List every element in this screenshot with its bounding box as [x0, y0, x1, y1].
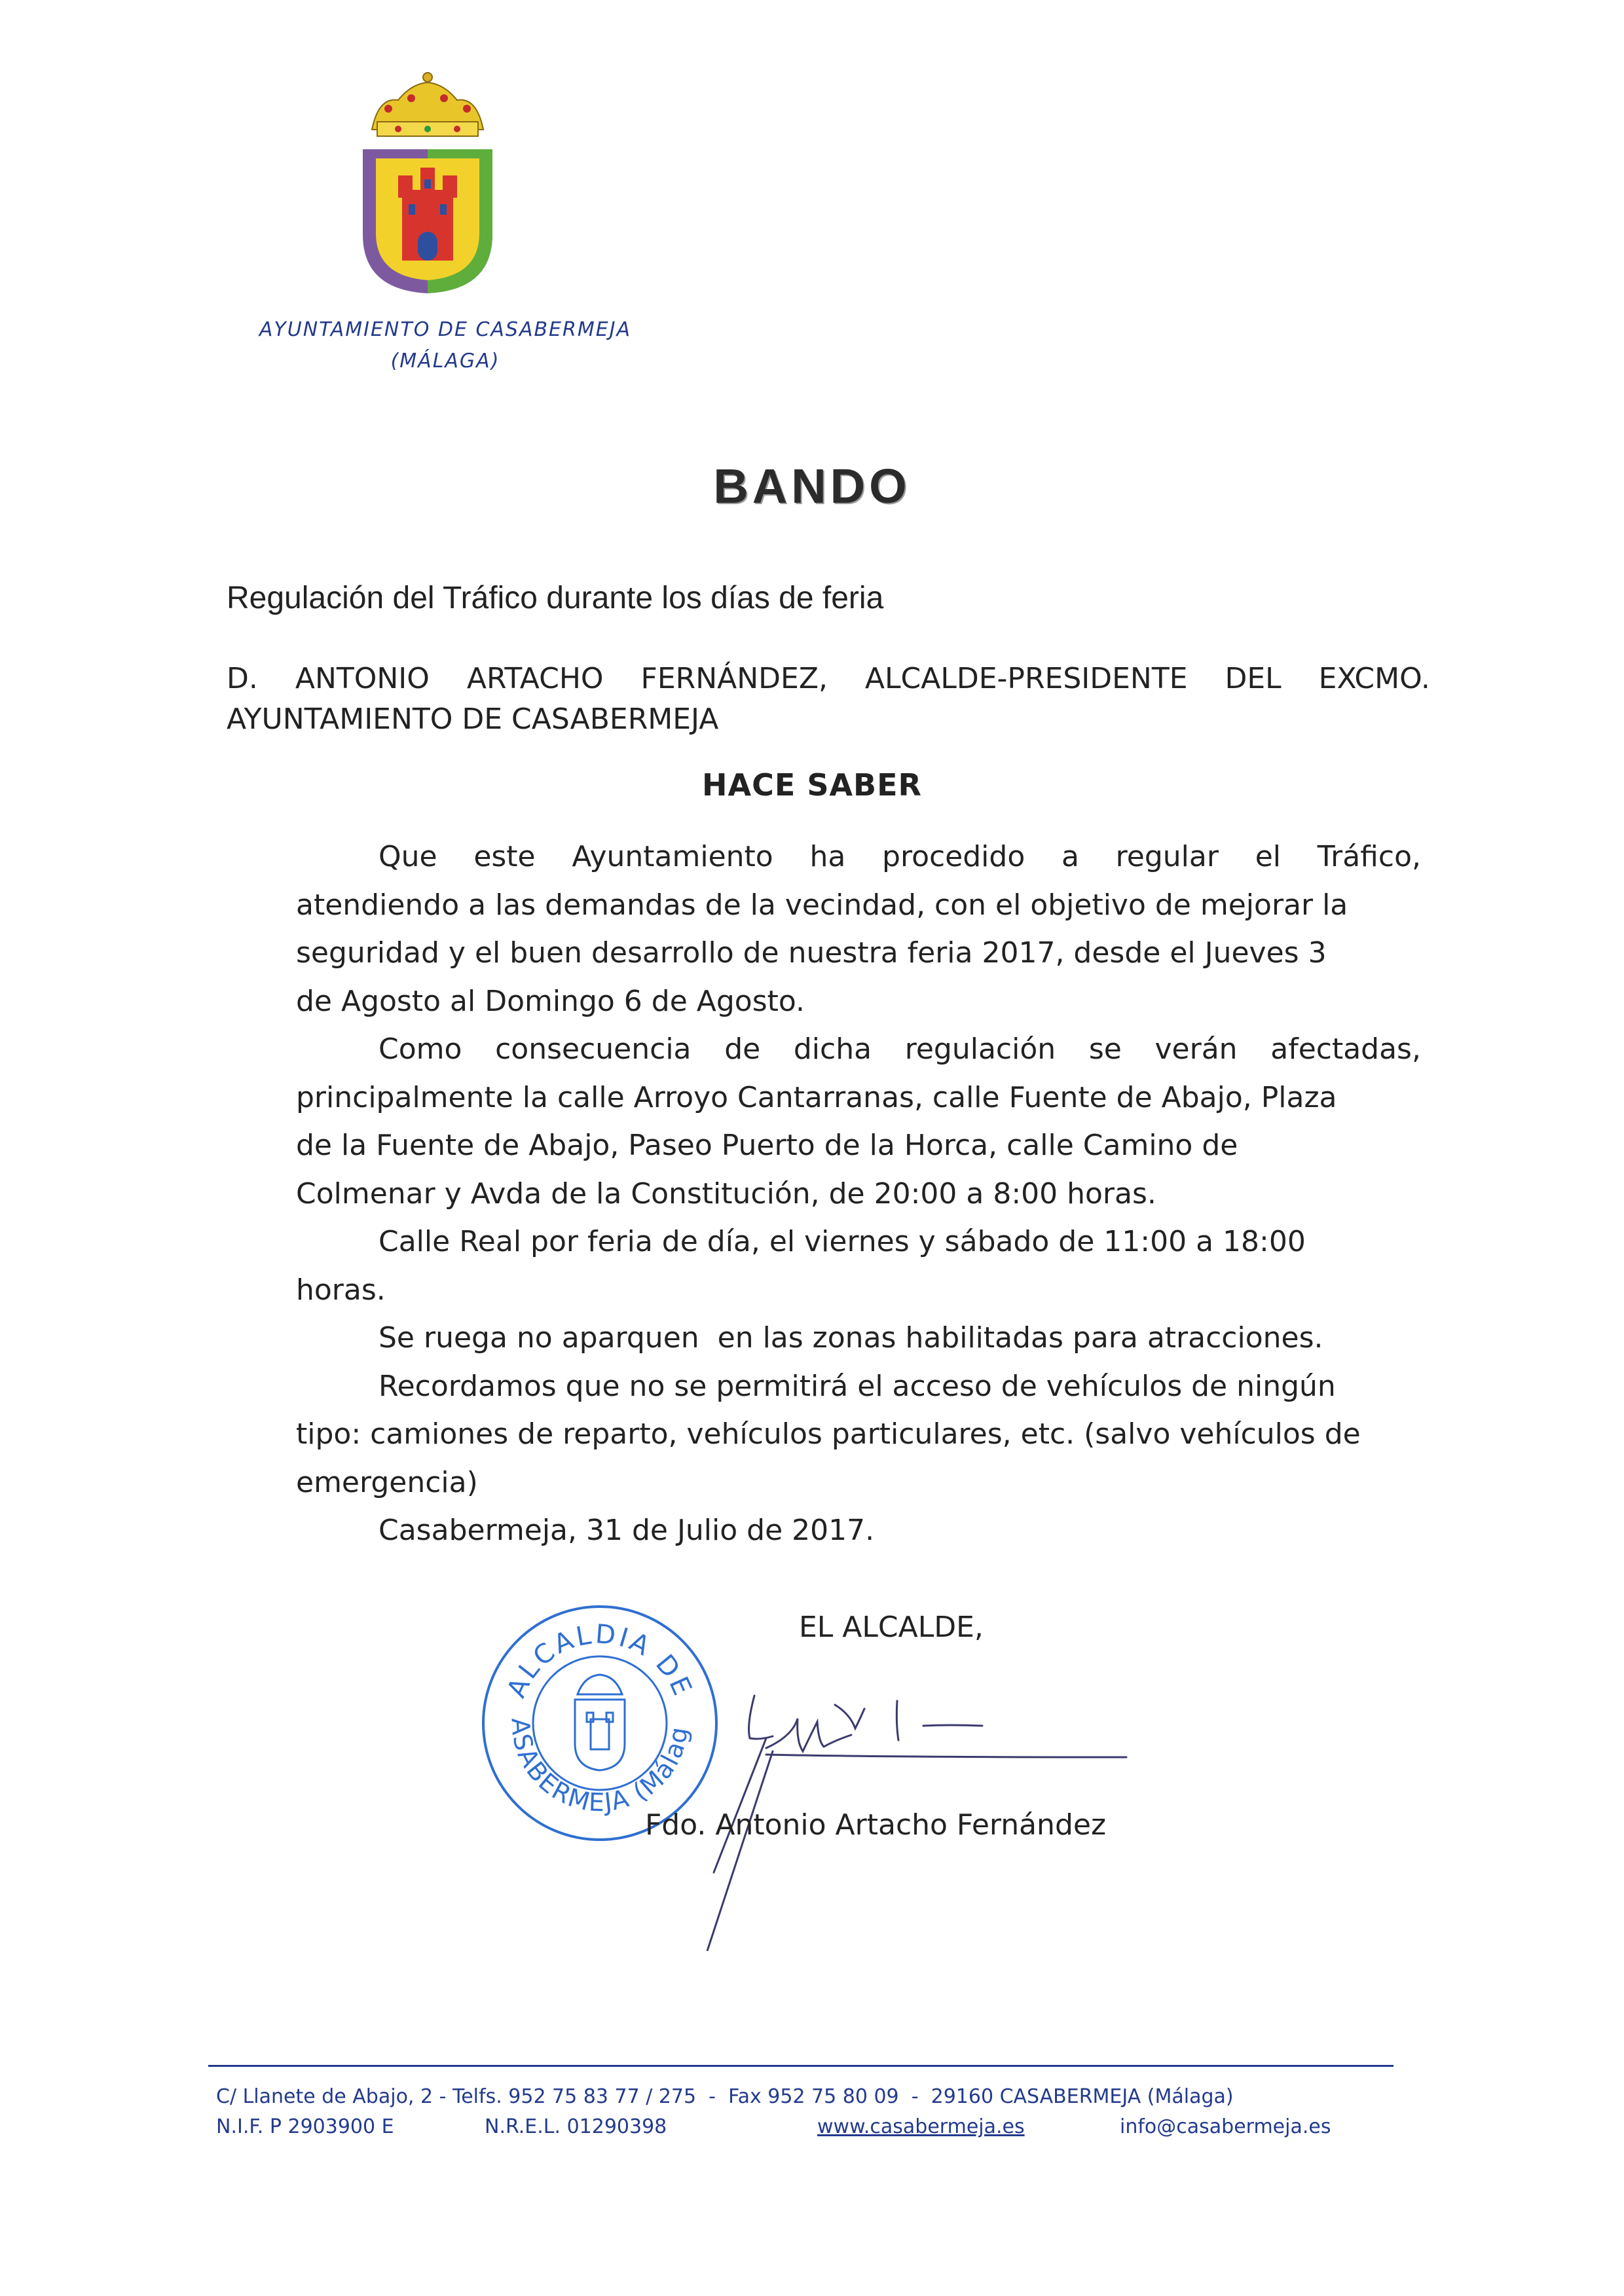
- line-text: seguridad y el buen desarrollo de nuestra feria 2017, desde el Jueves 3: [296, 936, 1327, 970]
- signed-by: Fdo. Antonio Artacho Fernández: [645, 1808, 1107, 1842]
- footer-divider: [208, 2065, 1393, 2067]
- word: Como: [378, 1032, 462, 1066]
- word: consecuencia: [495, 1032, 692, 1066]
- line-text: de la Fuente de Abajo, Paseo Puerto de la Horca, calle Camino de: [296, 1129, 1238, 1162]
- paragraph5-line3: [296, 1459, 1421, 1507]
- paragraph4: [296, 1314, 1421, 1362]
- date-line: [296, 1506, 1421, 1555]
- authority-word: ANTONIO: [295, 662, 430, 695]
- word: regular: [1115, 840, 1219, 873]
- paragraph5-line2: [296, 1410, 1421, 1459]
- section-heading: HACE SABER: [702, 767, 922, 803]
- word: de: [724, 1032, 761, 1066]
- word: Que: [378, 840, 437, 873]
- paragraph1-line3: [296, 929, 1421, 977]
- paragraph2-line3: [296, 1121, 1421, 1170]
- municipality-line1: AYUNTAMIENTO DE CASABERMEJA: [259, 318, 632, 341]
- stamp-text-bottom: ASABERMEJA (Málag: [506, 1717, 694, 1817]
- document-title: BANDO: [713, 459, 911, 513]
- footer-nrel: N.R.E.L. 01290398: [485, 2115, 667, 2138]
- authority-line2: AYUNTAMIENTO DE CASABERMEJA: [227, 702, 719, 736]
- authority-line1: [227, 659, 1430, 699]
- footer: [216, 2082, 1342, 2142]
- word: Tráfico,: [1317, 840, 1421, 873]
- authority-word: ARTACHO: [466, 662, 604, 695]
- authority-word: DEL: [1225, 662, 1282, 695]
- word: ha: [809, 840, 846, 873]
- line-text: Se ruega no aparquen en las zonas habilitadas para atracciones.: [378, 1321, 1323, 1355]
- line-text: horas.: [296, 1273, 386, 1307]
- stamp-text-top: ALCALDIA DE: [501, 1619, 699, 1702]
- word: verán: [1154, 1032, 1238, 1066]
- line-text: Colmenar y Avda de la Constitución, de 20:00 a 8:00 horas.: [296, 1176, 1156, 1211]
- authority-word: FERNÁNDEZ,: [640, 662, 828, 695]
- crown-icon: [372, 73, 483, 136]
- municipality-name: [236, 314, 655, 377]
- footer-email[interactable]: info@casabermeja.es: [1120, 2115, 1331, 2138]
- word: a: [1061, 840, 1079, 873]
- paragraph3-line1: [296, 1218, 1421, 1266]
- footer-nif: N.I.F. P 2903900 E: [216, 2115, 394, 2138]
- municipality-line2: (MÁLAGA): [390, 350, 500, 373]
- line-text: emergencia): [296, 1465, 478, 1499]
- authority-word: D.: [227, 662, 258, 695]
- word: dicha: [793, 1032, 872, 1066]
- footer-row2: [216, 2112, 1342, 2142]
- authority-block: [227, 659, 1430, 740]
- paragraph2-line1: [296, 1025, 1421, 1074]
- line-text: Recordamos que no se permitirá el acceso de vehículos de ningún: [378, 1369, 1336, 1403]
- line-text: de Agosto al Domingo 6 de Agosto.: [296, 984, 805, 1018]
- line-text: principalmente la calle Arroyo Cantarranas, calle Fuente de Abajo, Plaza: [296, 1080, 1337, 1114]
- line-text: Calle Real por feria de día, el viernes y sábado de 11:00 a 18:00: [378, 1225, 1306, 1258]
- footer-website-link[interactable]: www.casabermeja.es: [817, 2115, 1025, 2138]
- authority-word: EXCMO.: [1318, 662, 1430, 695]
- line-text: atendiendo a las demandas de la vecindad, con el objetivo de mejorar la: [296, 888, 1348, 922]
- word: el: [1255, 840, 1281, 873]
- word: se: [1088, 1032, 1122, 1066]
- paragraph2-line4: [296, 1170, 1421, 1218]
- line-text: Casabermeja, 31 de Julio de 2017.: [378, 1514, 875, 1547]
- paragraph1-line1: [296, 833, 1421, 881]
- word: regulación: [904, 1032, 1056, 1066]
- document-body: [296, 833, 1421, 1555]
- coat-of-arms-logo: [359, 71, 496, 297]
- paragraph1-line2: [296, 881, 1421, 930]
- footer-address: C/ Llanete de Abajo, 2 - Telfs. 952 75 83 77 / 275 - Fax 952 75 80 09 - 29160 CASABERMEJA (Málaga): [216, 2085, 1234, 2108]
- word: Ayuntamiento: [572, 840, 773, 873]
- line-text: tipo: camiones de reparto, vehículos particulares, etc. (salvo vehículos de: [296, 1417, 1361, 1451]
- authority-word: ALCALDE-PRESIDENTE: [864, 662, 1188, 695]
- handwritten-signature: [642, 1663, 1153, 1951]
- paragraph2-line2: [296, 1074, 1421, 1122]
- paragraph3-line2: [296, 1266, 1421, 1315]
- document-subject: Regulación del Tráfico durante los días de feria: [227, 581, 884, 615]
- signoff-title: EL ALCALDE,: [799, 1611, 984, 1644]
- word: este: [473, 840, 536, 873]
- word: afectadas,: [1270, 1032, 1421, 1066]
- stamp-crest-icon: [575, 1675, 625, 1770]
- shield-icon: [363, 149, 492, 293]
- paragraph5-line1: [296, 1362, 1421, 1411]
- paragraph1-line4: [296, 977, 1421, 1026]
- word: procedido: [882, 840, 1025, 873]
